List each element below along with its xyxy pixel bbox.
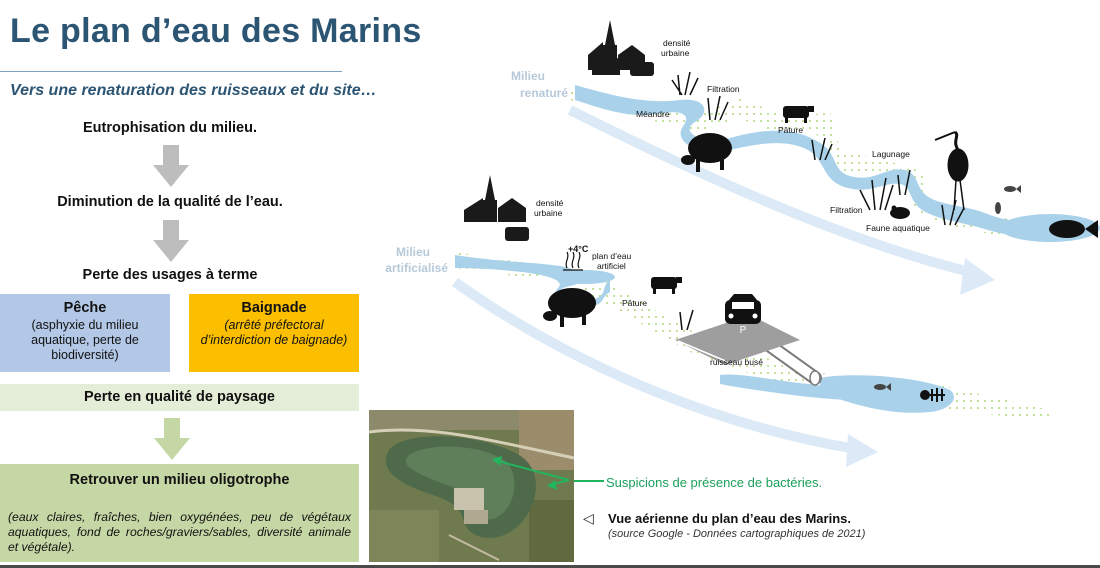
- down-arrow-green-icon: [154, 418, 190, 460]
- page-subtitle: Vers une renaturation des ruisseaux et du site…: [10, 82, 377, 99]
- lagunage-label: Lagunage: [872, 149, 910, 159]
- cow-icon: [651, 277, 682, 294]
- frog-icon: [890, 206, 910, 220]
- densite-urbaine-top-line1: densité: [663, 38, 691, 48]
- plan-eau-artificiel-line1: plan d’eau: [592, 251, 632, 261]
- baignade-title: Baignade: [241, 300, 307, 316]
- page-title: Le plan d’eau des Marins: [10, 12, 422, 50]
- oligo-text: (eaux claires, fraîches, bien oxygénées, peu de végétaux aquatiques, fond de roches/graviers/sables, diversité animale et végétale).: [8, 510, 351, 554]
- meandre-label: Méandre: [636, 109, 670, 119]
- milieu-renature-line1: Milieu: [510, 69, 545, 83]
- step-perte-usages: Perte des usages à terme: [82, 267, 258, 283]
- densite-urbaine-bottom-line1: densité: [536, 198, 564, 208]
- faune-aquatique-label: Faune aquatique: [866, 223, 930, 233]
- pature-label-2: Pâture: [622, 298, 648, 308]
- densite-urbaine-top-line2: urbaine: [661, 48, 690, 58]
- peche-text: (asphyxie du milieu aquatique, perte de biodiversité): [31, 318, 139, 362]
- parking-label: P: [739, 325, 747, 336]
- fish-skeleton-icon: [921, 388, 945, 402]
- town-bottom-icon: [464, 175, 529, 241]
- milieu-renature-line2: renaturé: [519, 86, 568, 100]
- triangle-left-icon: ◁: [583, 510, 594, 526]
- temperature-label: +4°C: [568, 244, 589, 254]
- milieu-artificialise-line2: artificialisé: [385, 261, 448, 275]
- title-divider: [0, 71, 342, 72]
- aerial-title: Vue aérienne du plan d’eau des Marins.: [608, 511, 851, 526]
- heron-icon: [935, 132, 968, 210]
- bacteria-label: Suspicions de présence de bactéries.: [606, 475, 823, 490]
- ruisseau-buse-label: ruisseau busé: [710, 357, 763, 367]
- ecosystem-diagram: [360, 0, 1100, 475]
- milieu-artificialise-line1: Milieu: [395, 245, 430, 259]
- box-milieu-oligotrophe: [0, 464, 359, 562]
- bacteria-pointer-line: [574, 474, 604, 488]
- down-arrow-icon: [153, 145, 189, 187]
- pature-label: Pâture: [778, 125, 804, 135]
- car-icon: [725, 294, 761, 324]
- box-perte-paysage: Perte en qualité de paysage: [0, 384, 359, 411]
- box-peche: [0, 294, 170, 372]
- aerial-source: (source Google - Données cartographiques de 2021): [608, 528, 866, 540]
- down-arrow-icon: [153, 220, 189, 262]
- step-diminution-qualite: Diminution de la qualité de l’eau.: [57, 194, 283, 210]
- fish-icon: [995, 202, 1001, 214]
- plan-eau-artificiel-line2: artificiel: [597, 261, 626, 271]
- town-top-icon: [588, 20, 654, 76]
- baignade-text: (arrêté préfectoral d’interdiction de baignade): [200, 318, 348, 347]
- filtration-label-2: Filtration: [830, 205, 863, 215]
- box-baignade: [189, 294, 359, 372]
- densite-urbaine-bottom-line2: urbaine: [534, 208, 563, 218]
- fish-icon: [1004, 185, 1021, 193]
- oligo-title: Retrouver un milieu oligotrophe: [69, 472, 290, 488]
- step-eutrophisation: Eutrophisation du milieu.: [83, 120, 257, 136]
- filtration-label: Filtration: [707, 84, 740, 94]
- peche-title: Pêche: [63, 300, 107, 316]
- cow-icon: [543, 288, 596, 327]
